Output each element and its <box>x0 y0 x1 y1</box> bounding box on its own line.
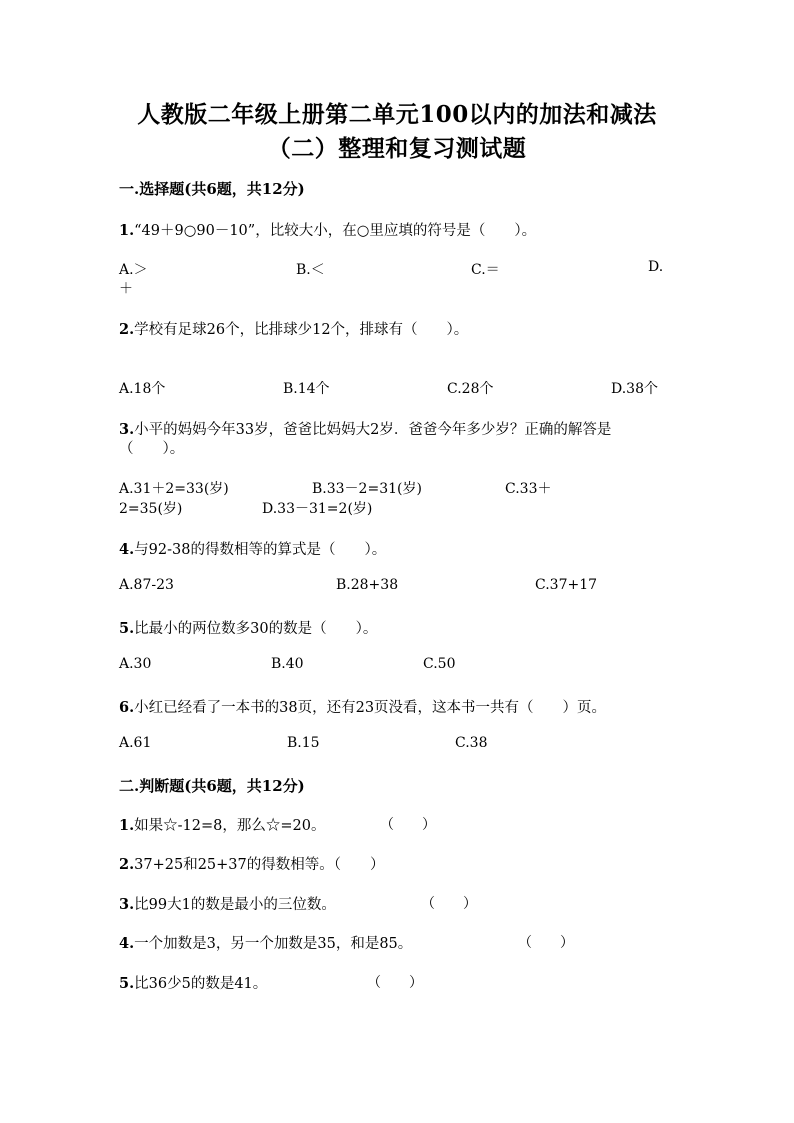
option-c: C.33＋ <box>505 481 552 497</box>
option-d: D.33－31=2(岁) <box>262 501 373 517</box>
option-b: B.28+38 <box>336 577 399 593</box>
question-number: 4. <box>119 541 135 558</box>
option-a: A.＞ <box>119 262 148 278</box>
option-d: D.38个 <box>611 381 658 397</box>
question-number: 3. <box>119 421 135 438</box>
question-text: 如果☆-12=8，那么☆=20。 <box>134 818 326 834</box>
question-1 <box>119 219 536 240</box>
question-text: 与92-38的得数相等的算式是（ ）。 <box>134 542 387 558</box>
question-text: 小平的妈妈今年33岁，爸爸比妈妈大2岁．爸爸今年多少岁？正确的解答是 <box>134 422 612 438</box>
option-b: B.40 <box>271 656 304 672</box>
question-number: 2. <box>119 321 135 338</box>
judge-question-1 <box>119 814 325 835</box>
judge-question-3 <box>119 893 336 914</box>
option-c: C.37+17 <box>535 577 598 593</box>
question-number: 6. <box>119 699 135 716</box>
option-a: A.18个 <box>119 381 166 397</box>
answer-blank: （ ） <box>518 935 574 951</box>
question-text: 比36少5的数是41。 <box>134 976 268 992</box>
option-b: B.14个 <box>283 381 330 397</box>
question-4 <box>119 538 386 559</box>
question-2 <box>119 318 468 339</box>
option-c: C.＝ <box>471 262 500 278</box>
question-3 <box>119 418 611 439</box>
option-b: B.15 <box>287 735 320 751</box>
option-c: C.28个 <box>447 381 494 397</box>
question-text: 小红已经看了一本书的38页，还有23页没看，这本书一共有（ ）页。 <box>134 700 607 716</box>
question-number: 3. <box>119 896 135 913</box>
section-heading-choice: 一.选择题(共6题，共12分) <box>119 180 305 198</box>
question-text: 37+25和25+37的得数相等。（ ） <box>134 857 385 873</box>
option-b: B.＜ <box>296 262 325 278</box>
question-text: “49＋9○90－10”，比较大小，在○里应填的符号是（ ）。 <box>134 223 537 239</box>
option-a: A.30 <box>119 656 152 672</box>
option-a: A.31＋2=33(岁) <box>119 481 229 497</box>
option-c: C.38 <box>455 735 488 751</box>
judge-question-4 <box>119 932 412 953</box>
section-heading-judge: 二.判断题(共6题，共12分) <box>119 777 305 795</box>
question-number: 1. <box>119 222 135 239</box>
answer-blank: （ ） <box>367 975 423 991</box>
question-number: 5. <box>119 620 135 637</box>
page-title-line2: （二）整理和复习测试题 <box>267 135 527 162</box>
option-c-cont: 2=35(岁) <box>119 501 183 517</box>
question-text: 比99大1的数是最小的三位数。 <box>134 897 336 913</box>
option-a: A.61 <box>119 735 152 751</box>
question-number: 4. <box>119 935 135 952</box>
answer-blank: （ ） <box>380 817 436 833</box>
option-a: A.87-23 <box>119 577 174 593</box>
question-number: 5. <box>119 975 135 992</box>
question-3-cont: （ ）。 <box>119 441 185 457</box>
question-text: 比最小的两位数多30的数是（ ）。 <box>134 621 378 637</box>
option-b: B.33－2=31(岁) <box>312 481 422 497</box>
question-number: 1. <box>119 817 135 834</box>
option-c: C.50 <box>423 656 456 672</box>
question-text: 学校有足球26个，比排球少12个，排球有（ ）。 <box>134 322 469 338</box>
option-d: D. <box>648 259 664 275</box>
page-title-line1: 人教版二年级上册第二单元100以内的加法和减法 <box>137 101 657 128</box>
question-5 <box>119 617 377 638</box>
judge-question-2 <box>119 853 385 874</box>
option-d-cont: ＋ <box>119 281 133 297</box>
question-number: 2. <box>119 856 135 873</box>
judge-question-5 <box>119 972 267 993</box>
question-text: 一个加数是3，另一个加数是35，和是85。 <box>134 936 413 952</box>
answer-blank: （ ） <box>421 896 477 912</box>
question-6 <box>119 696 606 717</box>
